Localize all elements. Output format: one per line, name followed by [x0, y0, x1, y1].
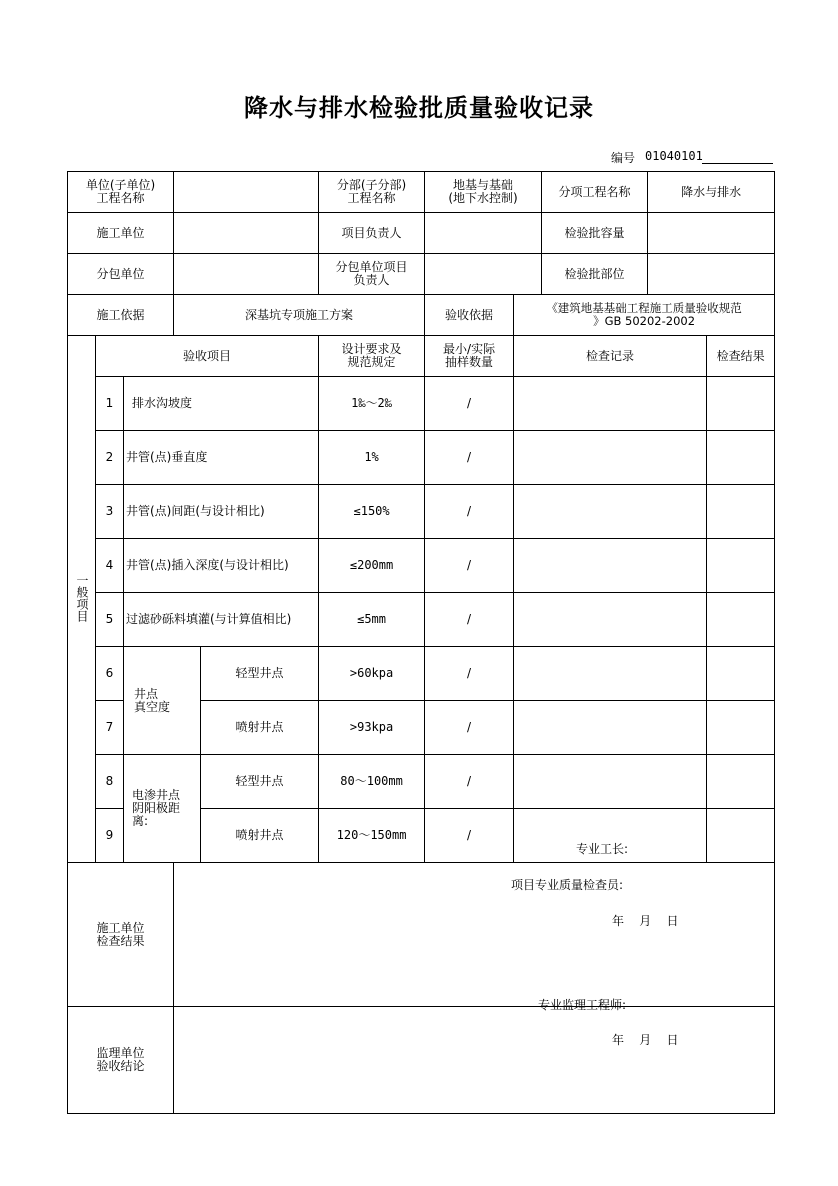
row-sample: /: [425, 485, 514, 539]
row-record[interactable]: [514, 377, 707, 431]
page-title: 降水与排水检验批质量验收记录: [244, 94, 594, 122]
row-record[interactable]: [514, 431, 707, 485]
category-cell: [68, 336, 96, 863]
subitem-label: 分项工程名称: [542, 172, 648, 213]
contractor-check-label: 施工单位 检查结果: [68, 863, 174, 1007]
row-design: 120～150mm: [319, 809, 425, 863]
table-row: [68, 377, 775, 431]
row-design: ≤150%: [319, 485, 425, 539]
row-design: 1%: [319, 431, 425, 485]
inspector-label: 项目专业质量检查员:: [511, 878, 624, 892]
contractor-value[interactable]: [174, 213, 319, 254]
row-record[interactable]: [514, 647, 707, 701]
row-no: 9: [96, 809, 124, 863]
acceptance-table: [67, 171, 775, 1114]
row-sub: 轻型井点: [201, 755, 319, 809]
row-no: 6: [96, 647, 124, 701]
row-no: 4: [96, 539, 124, 593]
header-row-1: [68, 172, 775, 213]
contractor-check-row: [68, 863, 775, 1007]
row-record[interactable]: [514, 701, 707, 755]
code-value: 01040101: [645, 149, 703, 163]
col-sample: 最小/实际 抽样数量: [425, 336, 514, 377]
division-label: 分部(子分部) 工程名称: [319, 172, 425, 213]
row-result[interactable]: [707, 593, 775, 647]
row-design: ≤200mm: [319, 539, 425, 593]
row-design: >60kpa: [319, 647, 425, 701]
row-no: 7: [96, 701, 124, 755]
row-sub: 轻型井点: [201, 647, 319, 701]
table-row: [68, 485, 775, 539]
accept-basis-value[interactable]: 《建筑地基基础工程施工质量验收规范 》GB 50202-2002: [514, 295, 775, 336]
col-record: 检查记录: [514, 336, 707, 377]
row-result[interactable]: [707, 647, 775, 701]
row-design: 1‰～2‰: [319, 377, 425, 431]
group-vacuum: 井点 真空度: [124, 647, 201, 755]
table-row: [68, 539, 775, 593]
row-name: 过滤砂砾料填灌(与计算值相比): [124, 593, 319, 647]
row-sample: /: [425, 755, 514, 809]
col-item: 验收项目: [96, 336, 319, 377]
sub-pm-value[interactable]: [425, 254, 542, 295]
capacity-value[interactable]: [648, 213, 775, 254]
header-row-3: [68, 254, 775, 295]
category-label: 一般项目: [75, 573, 89, 622]
capacity-label: 检验批容量: [542, 213, 648, 254]
row-name: 井管(点)插入深度(与设计相比): [124, 539, 319, 593]
row-result[interactable]: [707, 485, 775, 539]
row-sample: /: [425, 647, 514, 701]
supervisor-date: 年 月 日: [612, 1033, 679, 1047]
row-design: 80～100mm: [319, 755, 425, 809]
sub-label: 分包单位: [68, 254, 174, 295]
row-result[interactable]: [707, 539, 775, 593]
code-label: 编号: [611, 151, 636, 165]
row-sample: /: [425, 593, 514, 647]
row-sample: /: [425, 377, 514, 431]
row-no: 2: [96, 431, 124, 485]
header-row-4: [68, 295, 775, 336]
row-no: 3: [96, 485, 124, 539]
basis-value[interactable]: 深基坑专项施工方案: [174, 295, 425, 336]
contractor-label: 施工单位: [68, 213, 174, 254]
sub-value[interactable]: [174, 254, 319, 295]
row-design: ≤5mm: [319, 593, 425, 647]
subitem-value[interactable]: 降水与排水: [648, 172, 775, 213]
row-sub: 喷射井点: [201, 701, 319, 755]
pm-value[interactable]: [425, 213, 542, 254]
row-design: >93kpa: [319, 701, 425, 755]
supervisor-row: [68, 1007, 775, 1114]
part-label: 检验批部位: [542, 254, 648, 295]
row-name: 井管(点)垂直度: [124, 431, 319, 485]
col-result: 检查结果: [707, 336, 775, 377]
row-no: 8: [96, 755, 124, 809]
table-row: [68, 647, 775, 701]
row-name: 井管(点)间距(与设计相比): [124, 485, 319, 539]
row-record[interactable]: [514, 755, 707, 809]
row-no: 5: [96, 593, 124, 647]
col-design: 设计要求及 规范规定: [319, 336, 425, 377]
accept-basis-label: 验收依据: [425, 295, 514, 336]
row-name: 排水沟坡度: [124, 377, 319, 431]
row-result[interactable]: [707, 755, 775, 809]
row-record[interactable]: [514, 485, 707, 539]
table-row: [68, 431, 775, 485]
pm-label: 项目负责人: [319, 213, 425, 254]
unit-label: 单位(子单位) 工程名称: [68, 172, 174, 213]
row-sample: /: [425, 539, 514, 593]
supervisor-area[interactable]: [174, 998, 775, 1114]
unit-value[interactable]: [174, 172, 319, 213]
row-no: 1: [96, 377, 124, 431]
division-value[interactable]: 地基与基础 (地下水控制): [425, 172, 542, 213]
row-result[interactable]: [707, 377, 775, 431]
code-underline: [702, 163, 773, 164]
row-result[interactable]: [707, 809, 775, 863]
row-result[interactable]: [707, 431, 775, 485]
basis-label: 施工依据: [68, 295, 174, 336]
header-row-2: [68, 213, 775, 254]
row-result[interactable]: [707, 701, 775, 755]
row-sample: /: [425, 809, 514, 863]
foreman-label: 专业工长:: [576, 842, 629, 856]
row-sample: /: [425, 701, 514, 755]
table-row: [68, 755, 775, 809]
contractor-check-area[interactable]: [174, 842, 775, 1007]
group-electro: 电渗井点 阴阳极距 离:: [124, 755, 201, 863]
contractor-date: 年 月 日: [612, 914, 679, 928]
row-sub: 喷射井点: [201, 809, 319, 863]
sub-pm-label: 分包单位项目 负责人: [319, 254, 425, 295]
row-record[interactable]: [514, 539, 707, 593]
row-sample: /: [425, 431, 514, 485]
column-header-row: [68, 336, 775, 377]
part-value[interactable]: [648, 254, 775, 295]
row-record[interactable]: [514, 593, 707, 647]
engineer-label: 专业监理工程师:: [538, 998, 627, 1012]
supervisor-label: 监理单位 验收结论: [68, 1007, 174, 1114]
table-row: [68, 593, 775, 647]
